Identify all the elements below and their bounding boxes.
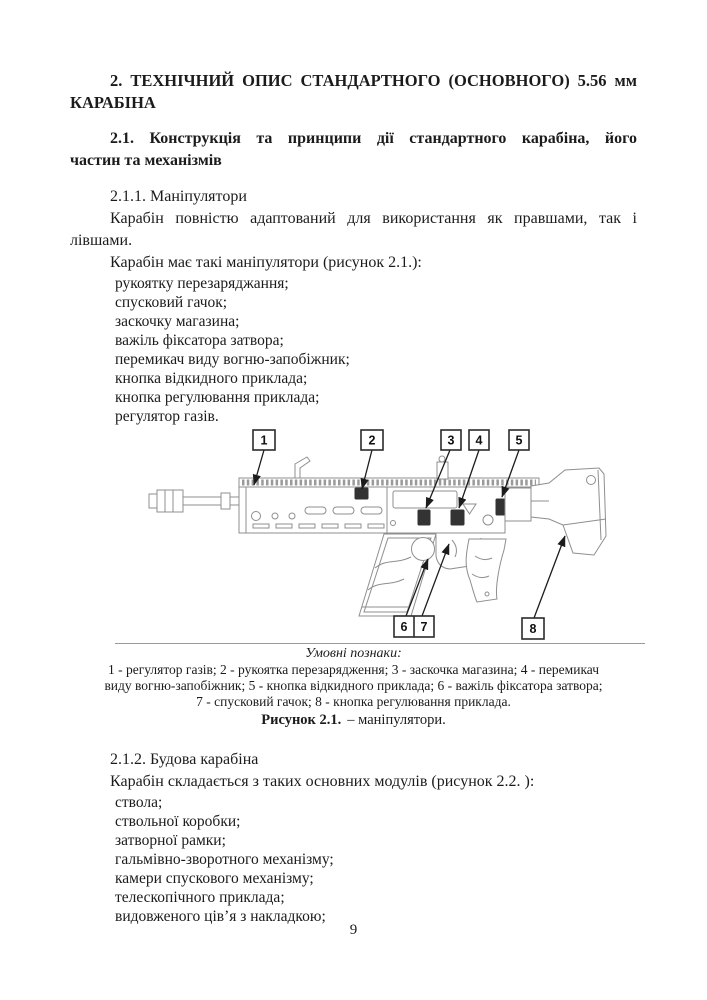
section-2-1-line-1: 2.1. Конструкція та принципи дії стандартного карабіна, його — [110, 130, 637, 147]
chapter-title — [70, 70, 637, 114]
section-2-1-1 — [70, 186, 637, 426]
figure-2-1 — [135, 428, 615, 643]
manipulator-list-item: перемикач виду вогню-запобіжник; — [115, 351, 350, 368]
callout-number-6: 6 — [400, 620, 408, 634]
legend-line: 7 - спусковий гачок; 8 - кнопка регулювання приклада. — [196, 694, 511, 709]
manipulator-list-item: важіль фіксатора затвора; — [115, 332, 284, 349]
page-content — [70, 70, 637, 926]
legend-line: 1 - регулятор газів; 2 - рукоятка перезарядження; 3 - заскочка магазина; 4 - перемикач — [107, 662, 600, 677]
module-list-item: затворної рамки; — [115, 832, 226, 849]
figure-caption-text: – маніпулятори. — [347, 712, 446, 728]
module-list-item: телескопічного приклада; — [115, 889, 285, 906]
legend-line: виду вогню-запобіжник; 5 - кнопка відкидного приклада; 6 - важіль фіксатора затвора; — [104, 678, 603, 693]
section-2-1-line-2: частин та механізмів — [70, 152, 222, 169]
module-list-item: камери спускового механізму; — [115, 870, 314, 887]
page-number: 9 — [349, 922, 358, 938]
module-list-item: гальмівно-зворотного механізму; — [115, 851, 334, 868]
callout-number-5: 5 — [515, 433, 523, 448]
s212-paragraph-1: Карабін складається з таких основних модулів (рисунок 2.2. ): — [110, 773, 535, 790]
manipulator-list-item: рукоятку перезаряджання; — [115, 275, 289, 292]
callout-number-3: 3 — [447, 433, 455, 448]
callout-number-8: 8 — [529, 622, 537, 636]
s211-paragraph-1-line-1: Карабін повністю адаптований для використання як правшами, так і — [110, 210, 637, 227]
manipulator-list-item: спусковий гачок; — [115, 294, 228, 311]
figure-legend — [70, 646, 637, 710]
callout-number-2: 2 — [368, 433, 376, 448]
module-list-item: ствола; — [115, 794, 163, 811]
manipulator-list-item: кнопка відкидного приклада; — [115, 370, 308, 387]
chapter-title-line-2: КАРАБІНА — [70, 93, 156, 112]
manipulator-list-item: кнопка регулювання приклада; — [115, 389, 320, 406]
module-list-item: видовженого ців’я з накладкою; — [115, 908, 326, 925]
figure-caption — [70, 711, 637, 729]
manipulator-list-item: регулятор газів. — [115, 408, 219, 425]
callout-number-7: 7 — [420, 620, 428, 634]
figure-separator-line — [115, 643, 645, 644]
rifle-art — [149, 456, 606, 616]
callout-number-1: 1 — [260, 433, 268, 448]
section-2-1-2-heading: 2.1.2. Будова карабіна — [110, 751, 259, 768]
figure-caption-label: Рисунок 2.1. — [261, 712, 342, 728]
chapter-title-line-1: 2. ТЕХНІЧНИЙ ОПИС СТАНДАРТНОГО (ОСНОВНОГО) 5.56 мм — [110, 71, 637, 90]
s211-paragraph-1-line-2: лівшами. — [70, 232, 133, 249]
module-list-item: ствольної коробки; — [115, 813, 241, 830]
section-2-1-heading — [70, 128, 637, 172]
manipulator-list-item: заскочку магазина; — [115, 313, 240, 330]
section-2-1-2 — [70, 749, 637, 926]
figure-2-1-rifle-drawing — [135, 428, 615, 643]
legend-title: Умовні познаки: — [305, 646, 402, 661]
s211-paragraph-2: Карабін має такі маніпулятори (рисунок 2.1.): — [110, 254, 422, 271]
callout-number-4: 4 — [475, 433, 483, 448]
section-2-1-1-heading: 2.1.1. Маніпулятори — [110, 188, 247, 205]
